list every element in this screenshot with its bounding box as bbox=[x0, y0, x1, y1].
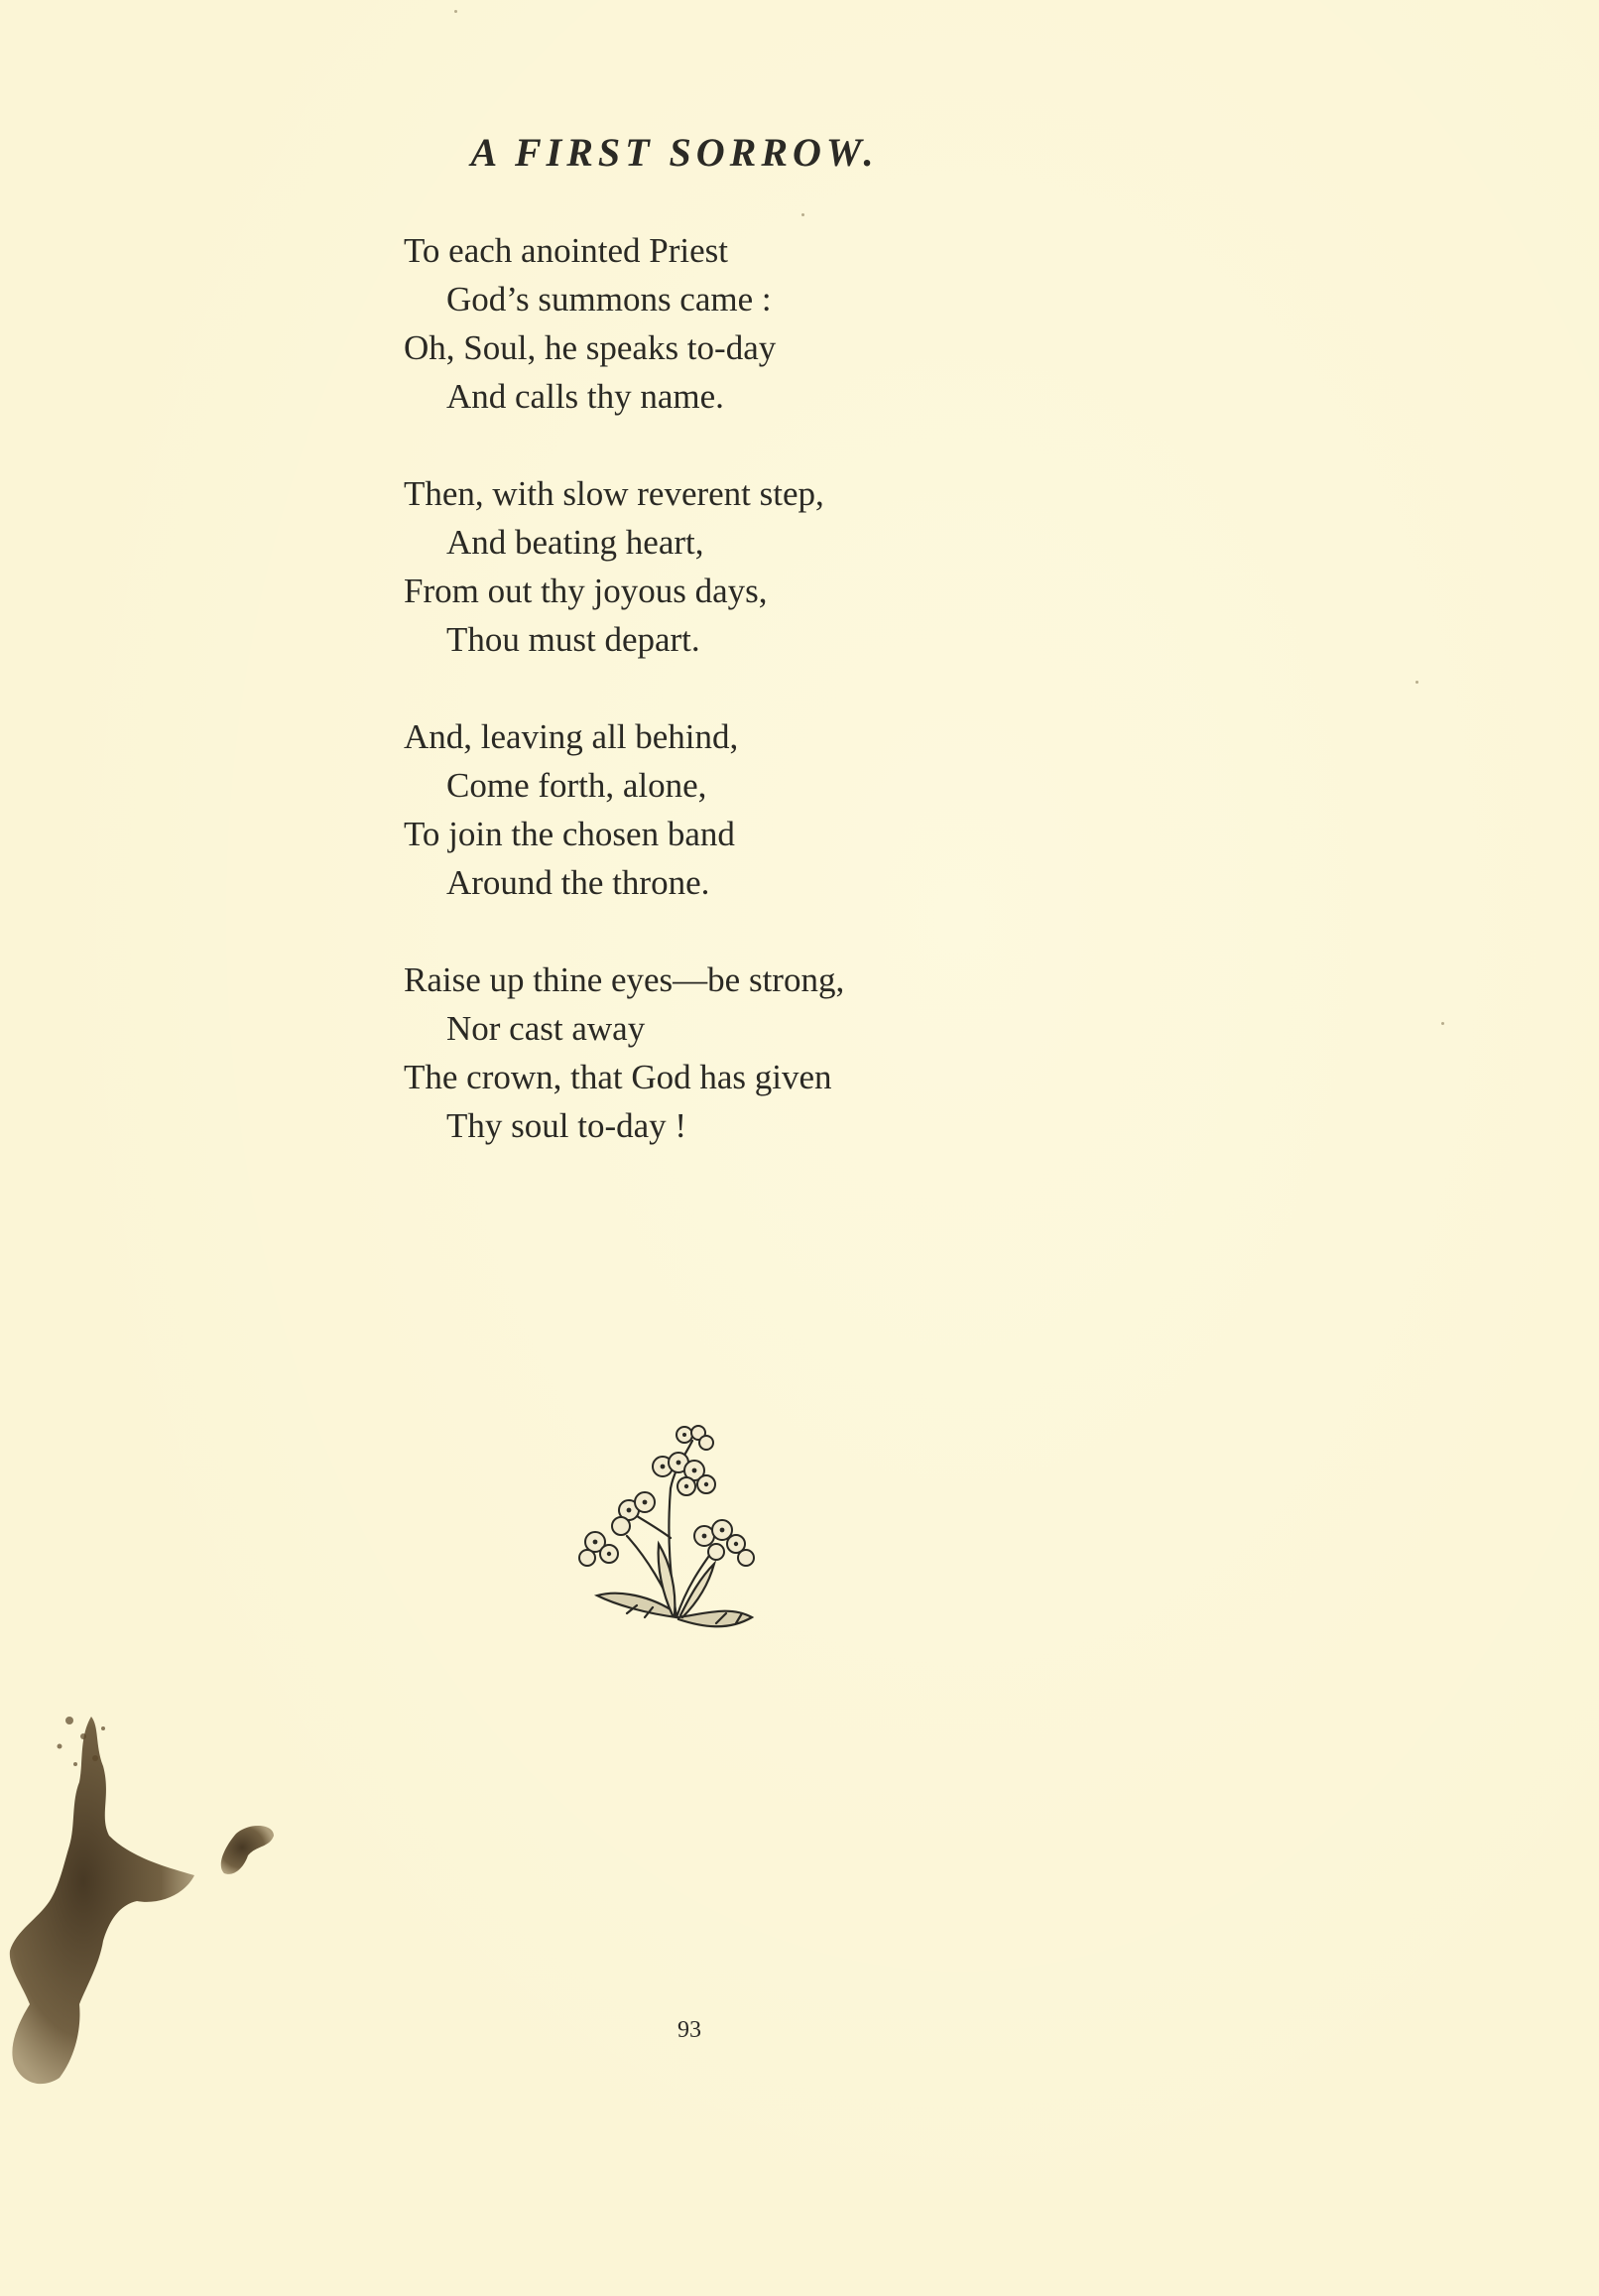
poem-line: And beating heart, bbox=[446, 523, 704, 562]
poem-line: Thou must depart. bbox=[446, 620, 700, 659]
poem-line: From out thy joyous days, bbox=[404, 572, 768, 610]
poem-line: Oh, Soul, he speaks to-day bbox=[404, 328, 777, 367]
paper-speck bbox=[1415, 681, 1418, 684]
poem-line: Come forth, alone, bbox=[446, 766, 707, 805]
ink-stain bbox=[0, 1707, 288, 2094]
stanza-4 bbox=[404, 956, 844, 1150]
poem-line: To join the chosen band bbox=[404, 815, 735, 853]
stanza-1 bbox=[404, 226, 844, 421]
poem-line: The crown, that God has given bbox=[404, 1058, 832, 1096]
poem-line: And calls thy name. bbox=[446, 377, 724, 416]
flower-sprig-icon bbox=[567, 1419, 778, 1633]
stanza-3 bbox=[404, 712, 844, 907]
poem-line: God’s summons came : bbox=[446, 280, 772, 319]
poem-line: Then, with slow reverent step, bbox=[404, 474, 824, 513]
poem-body bbox=[404, 226, 844, 1199]
paper-speck bbox=[801, 213, 804, 216]
stanza-2 bbox=[404, 469, 844, 664]
poem-line: Nor cast away bbox=[446, 1009, 646, 1048]
paper-speck bbox=[454, 10, 457, 13]
poem-line: To each anointed Priest bbox=[404, 231, 729, 270]
page-number: 93 bbox=[677, 2017, 701, 2043]
poem-title: A FIRST SORROW. bbox=[470, 130, 879, 175]
poem-line: Around the throne. bbox=[446, 863, 710, 902]
poem-line: Thy soul to-day ! bbox=[446, 1106, 687, 1145]
poem-line: And, leaving all behind, bbox=[404, 717, 739, 756]
poem-line: Raise up thine eyes—be strong, bbox=[404, 960, 845, 999]
paper-speck bbox=[1441, 1022, 1444, 1025]
